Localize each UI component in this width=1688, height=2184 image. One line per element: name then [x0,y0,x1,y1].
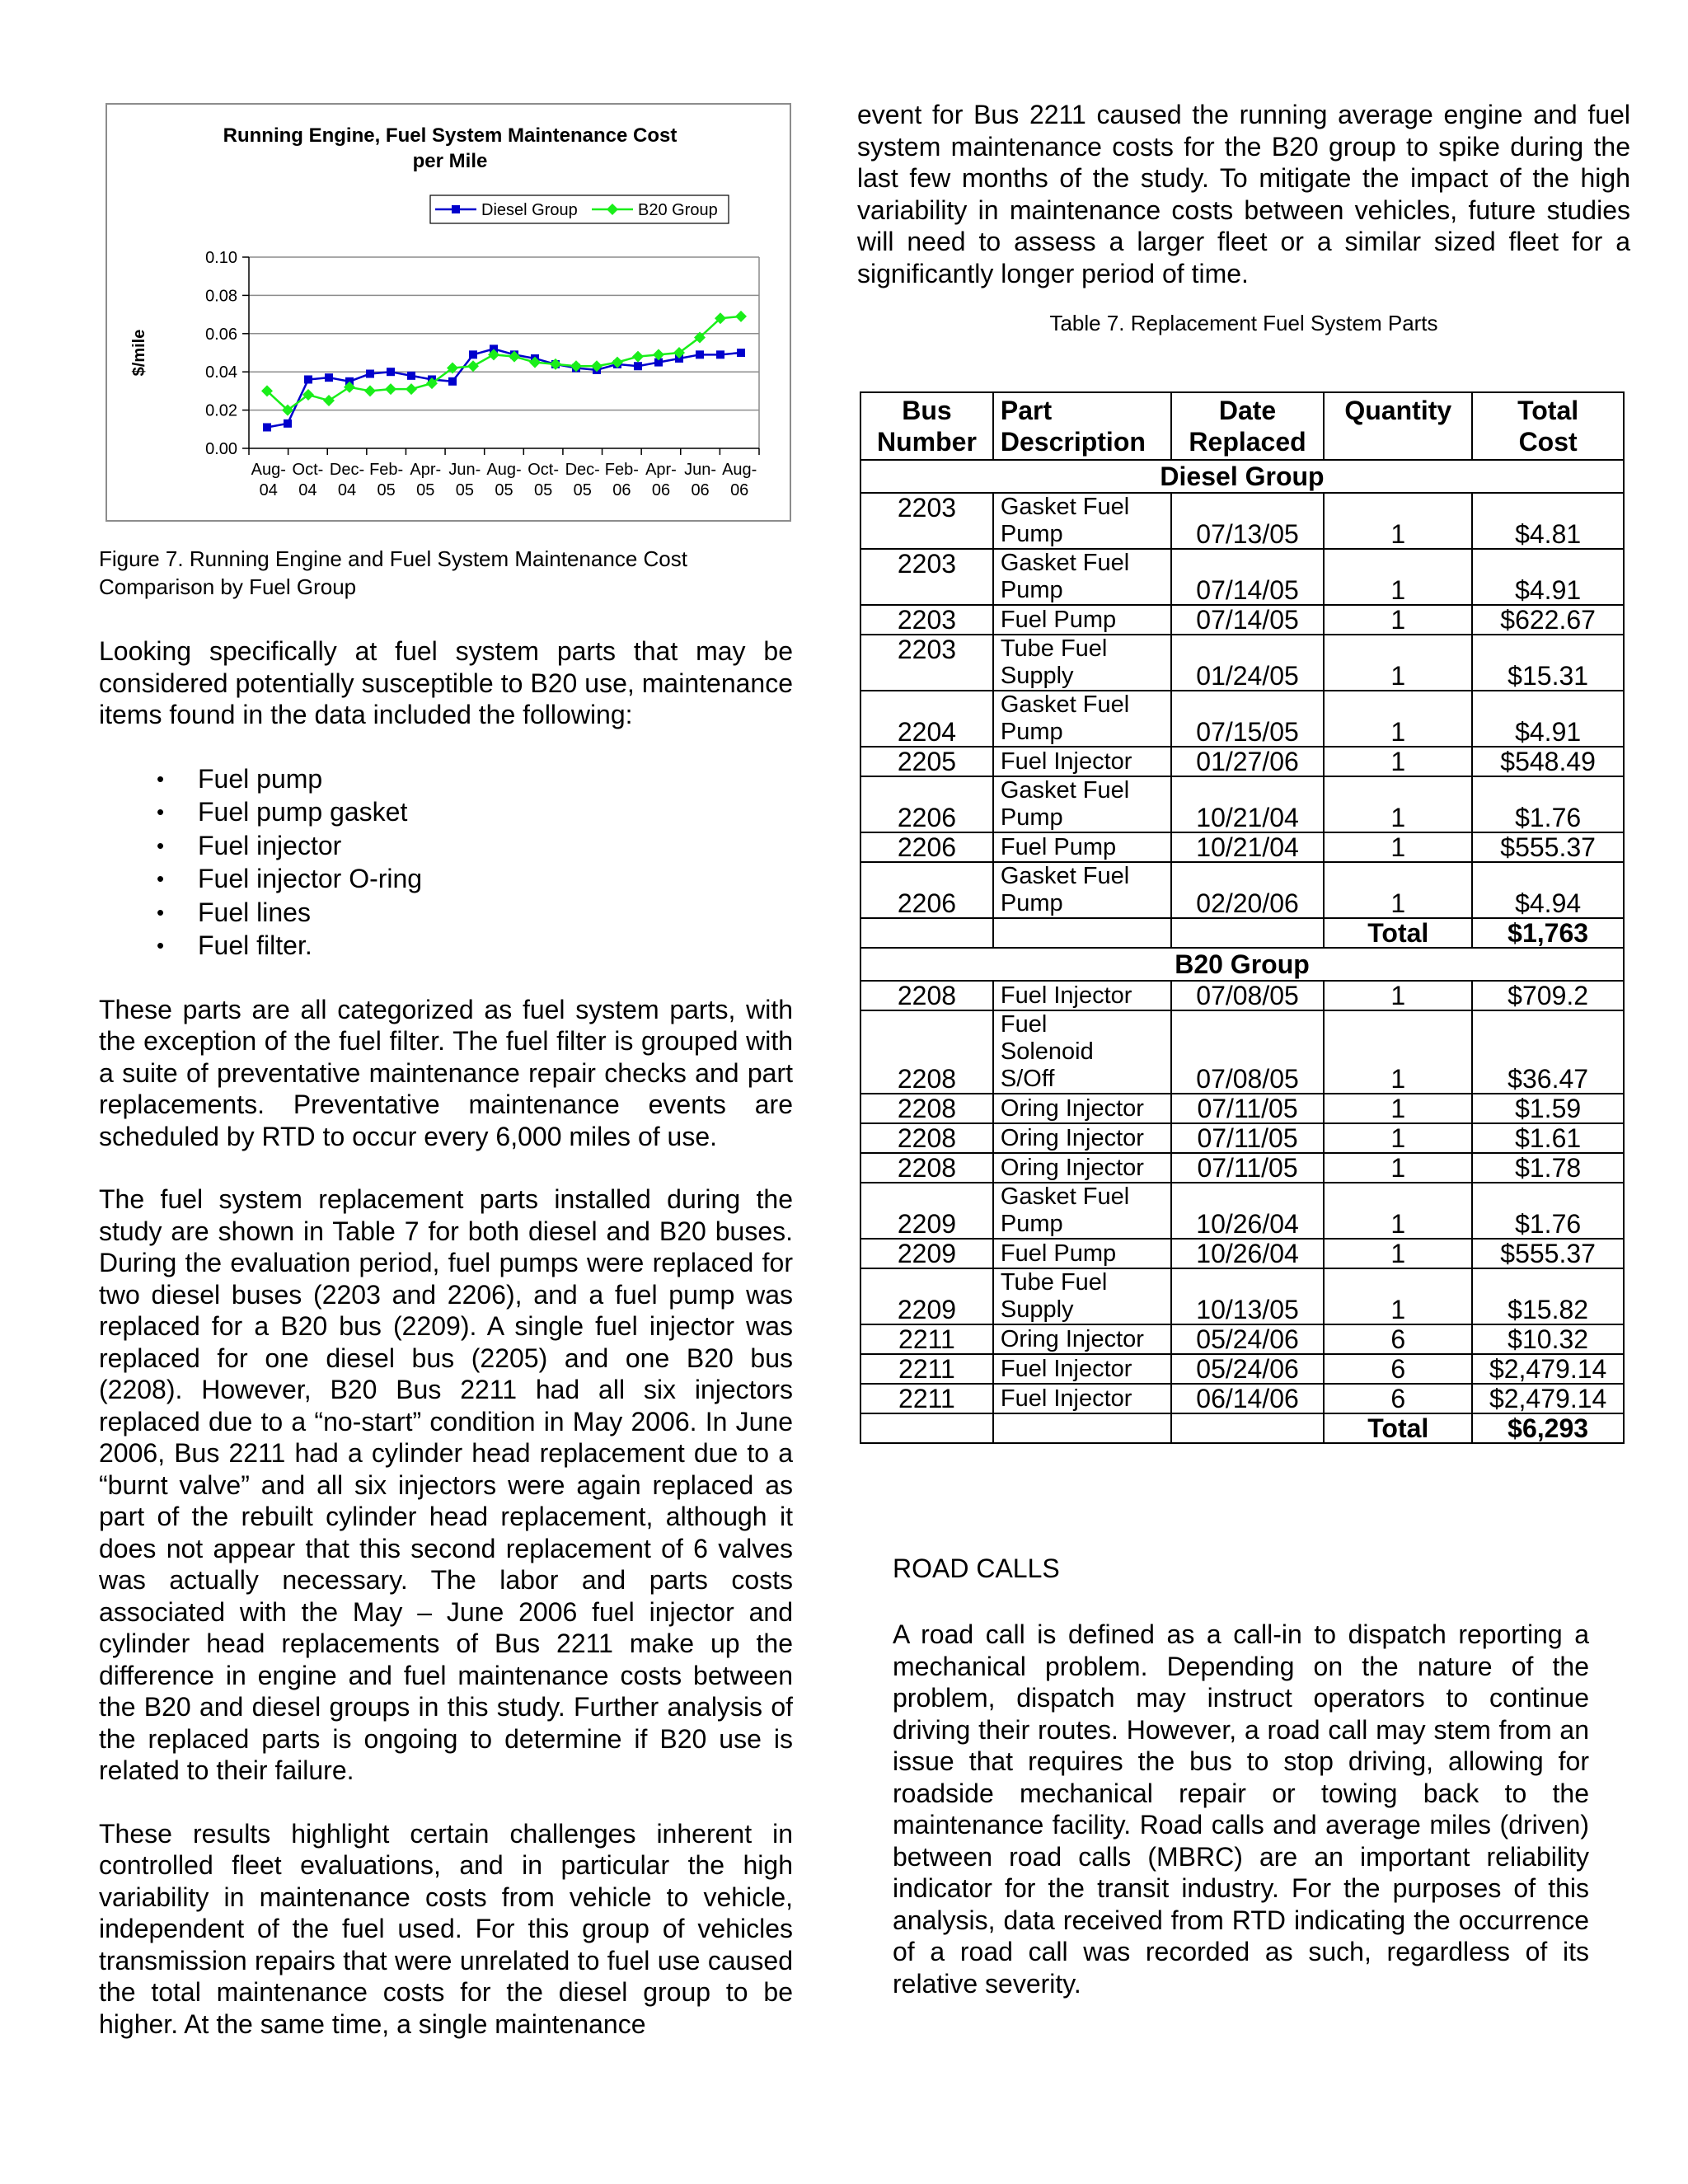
part-description-line: Gasket Fuel [1000,494,1130,520]
total-label-cell: Total [1324,1413,1472,1443]
x-tick-label: 06 [730,481,749,499]
part-description-line: Gasket Fuel [1000,1183,1130,1210]
part-description-line: Pump [1000,521,1063,547]
date-replaced-cell: 05/24/06 [1171,1354,1325,1384]
total-cost-cell: $555.37 [1472,832,1624,862]
bus-number-cell: 2211 [860,1354,993,1384]
right-column [857,99,1630,349]
date-replaced-cell: 07/14/05 [1171,605,1325,635]
bullet-text: Fuel injector O-ring [198,864,423,893]
data-point-b20 [364,385,376,396]
date-replaced-cell: 07/11/05 [1171,1123,1325,1153]
part-description-line: Tube Fuel [1000,635,1108,662]
paragraph-fuel-filter: These parts are all categorized as fuel system parts, with the exception of the fuel filter. The fuel filter is grouped with a suite of preventative maintenance repair checks and part replacements. Preventative maintenance events are scheduled by RTD to occur every 6,000 miles of use. [99,994,793,1151]
data-point-b20 [467,360,479,372]
bullet-glyph: • [157,866,165,891]
date-replaced-cell: 07/15/05 [1171,691,1325,747]
x-tick-label: Dec- [565,461,600,479]
date-replaced-cell: 07/08/05 [1171,1010,1325,1094]
part-description-cell [993,1153,1171,1183]
bus-number-cell: 2208 [860,1010,993,1094]
date-replaced-cell: 01/24/05 [1171,635,1325,691]
table-row [860,1354,1624,1384]
bullet-item [99,896,793,930]
total-cost-cell: $4.91 [1472,691,1624,747]
bus-number-cell: 2203 [860,493,993,549]
data-point-diesel [448,377,457,386]
part-description-line: Fuel Injector [1000,1385,1132,1412]
total-cost-cell: $1.76 [1472,1183,1624,1239]
table-row [860,1183,1624,1239]
paragraph-road-calls: A road call is defined as a call-in to dispatch reporting a mechanical problem. Depending on the nature of the problem, dispatch may instruct operators to continue driving their routes. However, a road call may stem from an issue that requires the bus to stop driving, allowing for roadside mechanical repair or towing back to the maintenance facility. Road calls and average miles (driven) between road calls (MBRC) are an important reliability indicator for the transit industry. For the purposes of this analysis, data received from RTD indicating the occurrence of a road call was recorded as such, regardless of its relative severity. [893,1619,1589,1999]
table-row [860,691,1624,747]
quantity-cell: 1 [1324,1010,1472,1094]
total-cost-cell: $4.94 [1472,862,1624,918]
bus-number-cell: 2203 [860,635,993,691]
x-tick-label: 05 [455,481,475,499]
b20-total-row [860,1413,1624,1443]
bus-number-cell: 2208 [860,1153,993,1183]
part-description-line: S/Off [1000,1066,1055,1092]
data-point-diesel [325,373,333,382]
empty-cell [860,1413,993,1443]
header-total-cost: Total Cost [1472,392,1624,460]
part-description-line: Fuel Injector [1000,1356,1132,1382]
x-tick-label: 05 [416,481,435,499]
quantity-cell: 1 [1324,635,1472,691]
table-row [860,832,1624,862]
table-row [860,1010,1624,1094]
x-tick-label: 05 [533,481,553,499]
legend-label-diesel: Diesel Group [481,201,578,219]
date-replaced-cell: 07/11/05 [1171,1153,1325,1183]
empty-cell [860,918,993,948]
data-point-diesel [263,423,271,431]
header-part-description: Part Description [993,392,1171,460]
table-row [860,1239,1624,1268]
x-tick-label: Dec- [329,461,365,479]
part-description-line: Supply [1000,663,1074,689]
x-tick-label: Aug- [722,461,757,479]
part-description-cell [993,549,1171,605]
bullet-item [99,795,793,829]
bus-number-cell: 2204 [860,691,993,747]
quantity-cell: 1 [1324,691,1472,747]
total-cost-cell: $622.67 [1472,605,1624,635]
table-body [860,460,1624,1443]
maintenance-cost-chart [106,103,791,522]
chart-svg [107,105,793,523]
bullet-glyph: • [157,766,165,791]
diesel-group-row [860,460,1624,493]
quantity-cell: 1 [1324,862,1472,918]
x-tick-label: 05 [495,481,513,499]
paragraph-replacement-parts: The fuel system replacement parts installed during the study are shown in Table 7 for both diesel and B20 buses. During the evaluation period, fuel pumps were replaced for two diesel buses (2203 and 2206), and a fuel pump was replaced for a B20 bus (2209). A single fuel injector was replaced for one diesel bus (2205) and one B20 bus (2208). However, B20 Bus 2211 had all six injectors replaced due to a “no-start” condition in May 2006. In June 2006, Bus 2211 had a cylinder head replacement due to a “burnt valve” and all six injectors were again replaced as part of the rebuilt cylinder head replacement, although it does not appear that this second replacement of 6 valves was actually necessary. The labor and parts costs associated with the May – June 2006 fuel injector and cylinder head replacements of Bus 2211 make up the difference in engine and fuel maintenance costs between the B20 and diesel groups in this study. Further analysis of the replaced parts is ongoing to determine if B20 use is related to their failure. [99,1184,793,1785]
chart-title-line-1: Running Engine, Fuel System Maintenance Cost [223,124,678,147]
data-point-diesel [696,350,704,359]
bus-number-cell: 2206 [860,862,993,918]
data-point-diesel [366,370,374,378]
total-cost-cell: $2,479.14 [1472,1384,1624,1413]
quantity-cell: 1 [1324,776,1472,832]
part-description-line: Pump [1000,1211,1063,1237]
table-row [860,1268,1624,1324]
total-cost-cell: $15.82 [1472,1268,1624,1324]
x-tick-label: Jun- [448,461,481,479]
data-point-diesel [284,419,292,428]
part-description-line: Fuel Pump [1000,607,1117,633]
chart-title-line-2: per Mile [412,150,488,172]
quantity-cell: 1 [1324,605,1472,635]
table-row [860,549,1624,605]
data-point-diesel [634,362,642,370]
bullet-item [99,929,793,963]
b20-group-row [860,948,1624,981]
paragraph-challenges: These results highlight certain challenges inherent in controlled fleet evaluations, and in particular the high variability in maintenance costs from vehicle to vehicle, independent of the fuel used. For this group of vehicles transmission repairs that were unrelated to fuel use caused the total maintenance costs for the diesel group to be higher. At the same time, a single maintenance [99,1818,793,2039]
part-description-line: Pump [1000,577,1063,603]
quantity-cell: 1 [1324,832,1472,862]
quantity-cell: 1 [1324,1268,1472,1324]
part-description-cell [993,862,1171,918]
legend-label-b20: B20 Group [638,201,718,219]
total-cost-cell: $4.81 [1472,493,1624,549]
part-description-line: Gasket Fuel [1000,691,1130,718]
figure-caption: Figure 7. Running Engine and Fuel System Maintenance Cost Comparison by Fuel Group [99,546,687,599]
x-tick-label: Oct- [292,461,324,479]
data-point-diesel [716,350,724,359]
bus-number-cell: 2203 [860,549,993,605]
part-description-cell [993,635,1171,691]
part-description-line: Oring Injector [1000,1155,1144,1181]
part-description-line: Fuel [1000,1011,1048,1038]
part-description-cell [993,605,1171,635]
bullet-text: Fuel lines [198,897,311,927]
table-row [860,747,1624,776]
x-tick-label: 04 [337,481,357,499]
bullet-glyph: • [157,832,165,858]
quantity-cell: 1 [1324,1123,1472,1153]
paragraph-bus-2211-event: event for Bus 2211 caused the running average engine and fuel system maintenance costs for the B20 group to spike during the last few months of the study. To mitigate the impact of the high variability in maintenance costs between vehicles, future studies will need to assess a larger fleet or a similar sized fleet for a significantly longer period of time. [857,100,1630,288]
road-calls-heading: ROAD CALLS [893,1554,1060,1583]
part-description-line: Fuel Pump [1000,834,1117,860]
bullet-item [99,762,793,796]
bullet-text: Fuel pump gasket [198,797,408,827]
bullet-glyph: • [157,933,165,958]
y-tick-label: 0.02 [205,401,237,420]
part-description-cell [993,1123,1171,1153]
total-cost-cell: $1.59 [1472,1094,1624,1123]
part-description-line: Oring Injector [1000,1095,1144,1122]
part-description-cell [993,1324,1171,1354]
part-description-line: Fuel Injector [1000,748,1132,775]
part-description-line: Tube Fuel [1000,1269,1108,1296]
quantity-cell: 6 [1324,1384,1472,1413]
x-tick-label: 04 [298,481,317,499]
x-tick-label: Apr- [645,461,677,479]
date-replaced-cell: 10/26/04 [1171,1239,1325,1268]
quantity-cell: 1 [1324,1239,1472,1268]
quantity-cell: 1 [1324,1094,1472,1123]
quantity-cell: 6 [1324,1324,1472,1354]
part-description-line: Gasket Fuel [1000,777,1130,804]
paragraph-fuel-parts-intro: Looking specifically at fuel system parts that may be considered potentially susceptible to B20 use, maintenance items found in the data included the following: [99,636,793,729]
x-tick-label: 06 [612,481,631,499]
empty-cell [993,1413,1171,1443]
total-cost-cell: $4.91 [1472,549,1624,605]
part-description-cell [993,832,1171,862]
replacement-parts-table [860,391,1625,1444]
part-description-line: Gasket Fuel [1000,863,1130,889]
part-description-cell [993,1239,1171,1268]
date-replaced-cell: 01/27/06 [1171,747,1325,776]
y-axis-label: $/mile [130,329,148,377]
data-point-b20 [632,351,644,363]
total-cost-cell: $548.49 [1472,747,1624,776]
total-cost-cell: $1.78 [1472,1153,1624,1183]
bus-number-cell: 2209 [860,1239,993,1268]
table-row [860,1324,1624,1354]
quantity-cell: 1 [1324,747,1472,776]
table-row [860,1123,1624,1153]
bullet-item [99,862,793,896]
bus-number-cell: 2208 [860,1123,993,1153]
total-cost-cell: $709.2 [1472,981,1624,1010]
header-bus-number: Bus Number [860,392,993,460]
quantity-cell: 1 [1324,981,1472,1010]
x-tick-label: 06 [691,481,710,499]
part-description-line: Pump [1000,719,1063,745]
part-description-cell [993,691,1171,747]
table-header-row [860,392,1624,460]
bus-number-cell: 2208 [860,1094,993,1123]
total-value-cell: $6,293 [1472,1413,1624,1443]
part-description-line: Oring Injector [1000,1125,1144,1151]
bullet-text: Fuel pump [198,763,323,794]
part-description-line: Fuel Injector [1000,982,1132,1009]
part-description-cell [993,1354,1171,1384]
table-row [860,635,1624,691]
total-cost-cell: $36.47 [1472,1010,1624,1094]
total-cost-cell: $555.37 [1472,1239,1624,1268]
date-replaced-cell: 10/13/05 [1171,1268,1325,1324]
x-tick-label: Feb- [369,461,404,479]
data-point-diesel [387,368,395,376]
date-replaced-cell: 02/20/06 [1171,862,1325,918]
part-description-line: Solenoid [1000,1038,1094,1065]
fuel-parts-list [99,762,793,963]
date-replaced-cell: 07/08/05 [1171,981,1325,1010]
data-point-diesel [737,349,745,357]
table-row [860,605,1624,635]
diesel-group-row-label: Diesel Group [860,460,1624,493]
total-cost-cell: $15.31 [1472,635,1624,691]
table-row [860,776,1624,832]
part-description-cell [993,493,1171,549]
y-tick-label: 0.08 [205,287,237,306]
x-tick-label: 05 [377,481,396,499]
total-value-cell: $1,763 [1472,918,1624,948]
quantity-cell: 1 [1324,493,1472,549]
total-cost-cell: $10.32 [1472,1324,1624,1354]
table-row [860,493,1624,549]
date-replaced-cell: 05/24/06 [1171,1324,1325,1354]
date-replaced-cell: 07/13/05 [1171,493,1325,549]
table-row [860,1384,1624,1413]
x-tick-label: 04 [259,481,278,499]
data-point-b20 [323,395,335,406]
part-description-cell [993,981,1171,1010]
part-description-line: Fuel Pump [1000,1240,1117,1267]
bus-number-cell: 2211 [860,1324,993,1354]
date-replaced-cell: 10/26/04 [1171,1183,1325,1239]
quantity-cell: 1 [1324,1183,1472,1239]
date-replaced-cell: 10/21/04 [1171,776,1325,832]
x-tick-label: Apr- [410,461,442,479]
date-replaced-cell: 07/11/05 [1171,1094,1325,1123]
empty-cell [1171,1413,1325,1443]
header-quantity: Quantity [1324,392,1472,460]
bus-number-cell: 2203 [860,605,993,635]
y-tick-label: 0.04 [205,363,237,382]
part-description-line: Pump [1000,804,1063,831]
series-line-diesel [267,349,741,427]
bullet-text: Fuel injector [198,830,342,860]
part-description-line: Gasket Fuel [1000,550,1130,576]
table-row [860,862,1624,918]
y-tick-label: 0.10 [205,249,237,267]
part-description-cell [993,776,1171,832]
bus-number-cell: 2209 [860,1183,993,1239]
table-row [860,981,1624,1010]
x-tick-label: 05 [573,481,592,499]
data-point-diesel [304,375,312,383]
b20-group-row-label: B20 Group [860,948,1624,981]
part-description-cell [993,1183,1171,1239]
series-line-b20 [267,316,741,410]
part-description-cell [993,747,1171,776]
x-tick-label: Aug- [251,461,286,479]
part-description-line: Oring Injector [1000,1326,1144,1352]
x-tick-label: 06 [651,481,671,499]
bullet-item [99,829,793,863]
x-tick-label: Aug- [486,461,522,479]
date-replaced-cell: 06/14/06 [1171,1384,1325,1413]
data-point-b20 [406,383,417,395]
left-column [99,103,793,2040]
bullet-text: Fuel filter. [198,930,312,960]
table-row [860,1153,1624,1183]
total-cost-cell: $1.76 [1472,776,1624,832]
empty-cell [1171,918,1325,948]
legend-marker-diesel [452,205,460,213]
bullet-glyph: • [157,799,165,824]
y-tick-label: 0.06 [205,325,237,344]
bus-number-cell: 2205 [860,747,993,776]
table-row [860,1094,1624,1123]
x-tick-label: Jun- [684,461,717,479]
total-cost-cell: $2,479.14 [1472,1354,1624,1384]
x-tick-label: Oct- [528,461,560,479]
total-label-cell: Total [1324,918,1472,948]
part-description-cell [993,1268,1171,1324]
table-caption: Table 7. Replacement Fuel System Parts [1049,311,1438,335]
bus-number-cell: 2206 [860,832,993,862]
part-description-line: Supply [1000,1296,1074,1323]
date-replaced-cell: 10/21/04 [1171,832,1325,862]
part-description-line: Pump [1000,890,1063,916]
bus-number-cell: 2209 [860,1268,993,1324]
part-description-cell [993,1094,1171,1123]
diesel-total-row [860,918,1624,948]
empty-cell [993,918,1171,948]
bullet-glyph: • [157,899,165,925]
data-point-b20 [735,311,747,322]
bus-number-cell: 2206 [860,776,993,832]
quantity-cell: 6 [1324,1354,1472,1384]
x-tick-label: Feb- [604,461,639,479]
part-description-cell [993,1384,1171,1413]
data-point-diesel [469,350,477,359]
quantity-cell: 1 [1324,1153,1472,1183]
header-date-replaced: Date Replaced [1171,392,1325,460]
bus-number-cell: 2211 [860,1384,993,1413]
data-point-diesel [407,372,415,380]
total-cost-cell: $1.61 [1472,1123,1624,1153]
y-tick-label: 0.00 [205,440,237,458]
bus-number-cell: 2208 [860,981,993,1010]
part-description-cell [993,1010,1171,1094]
date-replaced-cell: 07/14/05 [1171,549,1325,605]
data-point-b20 [385,383,396,395]
quantity-cell: 1 [1324,549,1472,605]
